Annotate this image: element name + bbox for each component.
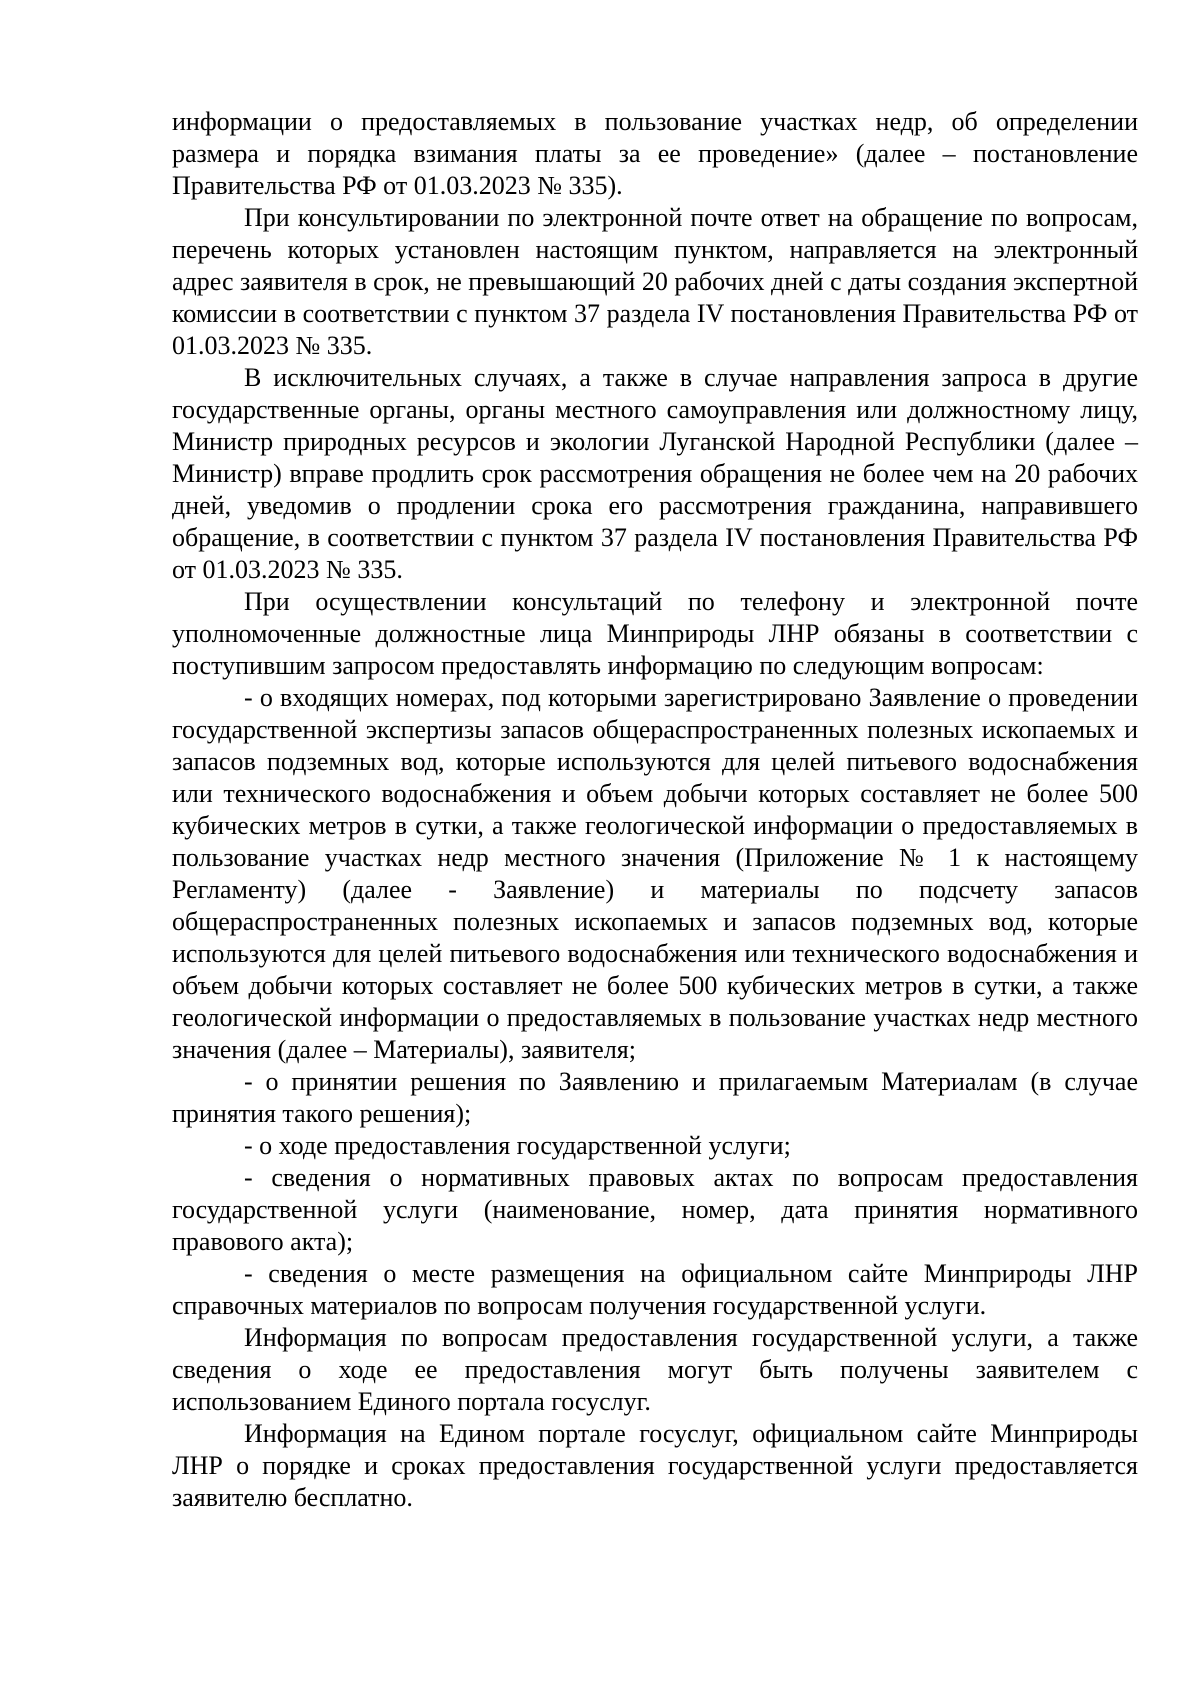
- paragraph-email-consulting: При консультировании по электронной почте ответ на обращение по вопросам, перечень которых установлен настоящим пунктом, направляется на электронный адрес заявителя в срок, не превышающий 20 рабочих дней с даты создания экспертной комиссии в соответствии с пунктом 37 раздела IV постановления Правительства РФ от 01.03.2023 № 335.: [172, 203, 1138, 360]
- list-item-decision: - о принятии решения по Заявлению и прилагаемым Материалам (в случае принятия такого решения);: [172, 1067, 1138, 1128]
- list-item-reference-materials: - сведения о месте размещения на официальном сайте Минприроды ЛНР справочных материалов по вопросам получения государственной услуги.: [172, 1259, 1138, 1320]
- paragraph-consultations-intro: При осуществлении консультаций по телефону и электронной почте уполномоченные должностные лица Минприроды ЛНР обязаны в соответствии с поступившим запросом предоставлять информацию по следующим вопросам:: [172, 587, 1138, 680]
- paragraph-unified-portal: Информация по вопросам предоставления государственной услуги, а также сведения о ходе ее предоставления могут быть получены заявителем с использованием Единого портала госуслуг.: [172, 1323, 1138, 1416]
- list-item-legal-acts: - сведения о нормативных правовых актах по вопросам предоставления государственной услуги (наименование, номер, дата принятия нормативного правового акта);: [172, 1163, 1138, 1256]
- document-page: [172, 106, 1138, 1514]
- paragraph-continuation: информации о предоставляемых в пользование участках недр, об определении размера и порядка взимания платы за ее проведение» (далее – постановление Правительства РФ от 01.03.2023 № 335).: [172, 107, 1138, 200]
- list-item-incoming-numbers: - о входящих номерах, под которыми зарегистрировано Заявление о проведении государственной экспертизы запасов общераспространенных полезных ископаемых и запасов подземных вод, которые используются для целей питьевого водоснабжения или технического водоснабжения и объем добычи которых составляет не более 500 кубических метров в сутки, а также геологической информации о предоставляемых в пользование участках недр местного значения (Приложение № 1 к настоящему Регламенту) (далее - Заявление) и материалы по подсчету запасов общераспространенных полезных ископаемых и запасов подземных вод, которые используются для целей питьевого водоснабжения или технического водоснабжения и объем добычи которых составляет не более 500 кубических метров в сутки, а также геологической информации о предоставляемых в пользование участках недр местного значения (далее – Материалы), заявителя;: [172, 683, 1138, 1064]
- paragraph-exceptional-cases: В исключительных случаях, а также в случае направления запроса в другие государственные органы, органы местного самоуправления или должностному лицу, Министр природных ресурсов и экологии Луганской Народной Республики (далее – Министр) вправе продлить срок рассмотрения обращения не более чем на 20 рабочих дней, уведомив о продлении срока его рассмотрения гражданина, направившего обращение, в соответствии с пунктом 37 раздела IV постановления Правительства РФ от 01.03.2023 № 335.: [172, 363, 1138, 584]
- list-item-progress: - о ходе предоставления государственной услуги;: [244, 1131, 791, 1160]
- paragraph-free-information: Информация на Едином портале госуслуг, официальном сайте Минприроды ЛНР о порядке и сроках предоставления государственной услуги предоставляется заявителю бесплатно.: [172, 1419, 1138, 1512]
